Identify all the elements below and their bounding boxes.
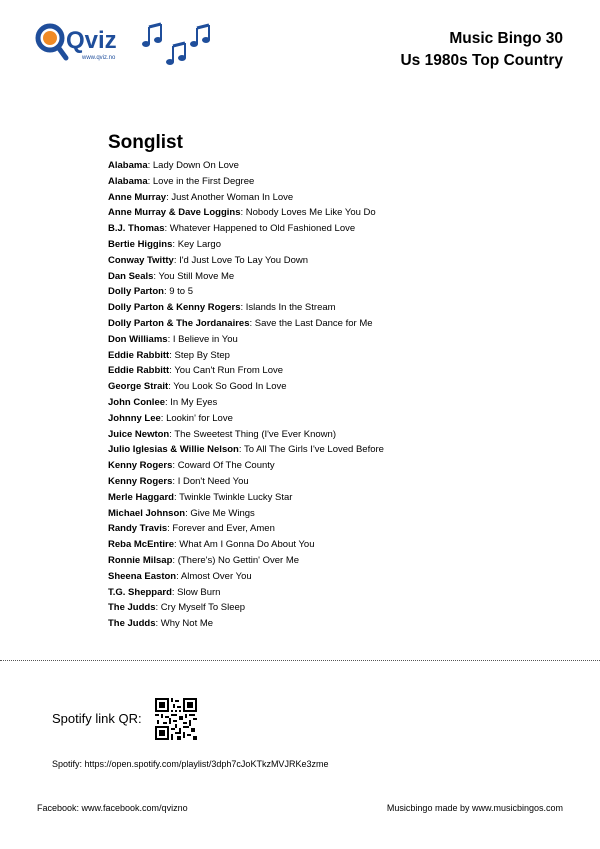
song-artist: Juice Newton [108, 428, 170, 440]
song-title: Islands In the Stream [245, 302, 336, 314]
song-artist: The Judds [108, 602, 156, 614]
song-item: The Judds: Why Not Me [108, 618, 214, 630]
song-artist: John Conlee [108, 396, 166, 408]
page-subtitle: Us 1980s Top Country [400, 52, 563, 69]
song-item: Bertie Higgins: Key Largo [108, 238, 221, 250]
song-artist: Kenny Rogers [108, 460, 173, 472]
song-artist: Bertie Higgins [108, 238, 173, 250]
song-item: Alabama: Love in the First Degree [108, 175, 255, 187]
song-title: You Look So Good In Love [173, 381, 287, 393]
page-title: Music Bingo 30 [449, 30, 563, 47]
songlist [108, 131, 578, 632]
song-artist: Eddie Rabbitt [108, 349, 170, 361]
song-title: What Am I Gonna Do About You [179, 539, 315, 551]
song-item: T.G. Sheppard: Slow Burn [108, 586, 221, 598]
songlist-heading: Songlist [108, 132, 183, 153]
song-title: (There's) No Gettin' Over Me [177, 554, 300, 566]
song-artist: Dolly Parton & Kenny Rogers [108, 302, 241, 314]
song-title: You Can't Run From Love [174, 365, 284, 377]
song-item: John Conlee: In My Eyes [108, 396, 218, 408]
song-artist: Johnny Lee [108, 412, 161, 424]
song-artist: T.G. Sheppard [108, 586, 172, 598]
song-artist: Dan Seals [108, 270, 154, 282]
song-artist: Sheena Easton [108, 570, 177, 582]
song-title: Cry Myself To Sleep [160, 602, 246, 614]
song-artist: Merle Haggard [108, 491, 174, 503]
footer-credit[interactable]: Musicbingo made by www.musicbingos.com [386, 803, 563, 813]
song-title: Just Another Woman In Love [171, 191, 294, 203]
song-title: I Don't Need You [177, 475, 249, 487]
song-artist: Alabama [108, 160, 148, 171]
song-artist: Anne Murray & Dave Loggins [108, 207, 241, 219]
spotify-qr-code[interactable] [155, 698, 197, 740]
logo-wordmark: Qviz [66, 27, 117, 54]
song-item: Eddie Rabbitt: You Can't Run From Love [108, 365, 284, 377]
song-item: Dolly Parton: 9 to 5 [108, 286, 194, 298]
song-artist: Don Williams [108, 333, 168, 345]
qr-label: Spotify link QR: [52, 711, 142, 726]
song-title: Love in the First Degree [152, 175, 255, 187]
song-artist: The Judds [108, 618, 156, 630]
song-title: Give Me Wings [190, 507, 255, 519]
song-item: Juice Newton: The Sweetest Thing (I've Ever Known) [108, 428, 336, 440]
song-artist: George Strait [108, 381, 169, 393]
song-item: Sheena Easton: Almost Over You [108, 570, 252, 582]
song-item: Anne Murray: Just Another Woman In Love [108, 191, 294, 203]
song-title: Step By Step [174, 349, 230, 361]
music-notes-icon [142, 24, 210, 65]
song-title: Save the Last Dance for Me [254, 317, 373, 329]
song-title: You Still Move Me [158, 270, 235, 282]
song-title: The Sweetest Thing (I've Ever Known) [174, 428, 336, 440]
song-item: George Strait: You Look So Good In Love [108, 381, 287, 393]
song-title: Slow Burn [177, 586, 221, 598]
song-item: Anne Murray & Dave Loggins: Nobody Loves Me Like You Do [108, 207, 376, 219]
song-item: Conway Twitty: I'd Just Love To Lay You Down [108, 254, 309, 266]
footer-facebook[interactable]: Facebook: www.facebook.com/qvizno [37, 803, 188, 813]
song-item: B.J. Thomas: Whatever Happened to Old Fashioned Love [108, 223, 356, 235]
song-title: To All The Girls I've Loved Before [243, 444, 384, 456]
song-item: Kenny Rogers: Coward Of The County [108, 460, 275, 472]
song-title: 9 to 5 [169, 286, 194, 298]
song-artist: Eddie Rabbitt [108, 365, 170, 377]
song-title: Twinkle Twinkle Lucky Star [179, 491, 293, 503]
song-title: Coward Of The County [177, 460, 275, 472]
song-artist: Dolly Parton [108, 286, 164, 298]
song-title: I'd Just Love To Lay You Down [179, 254, 309, 266]
song-artist: Kenny Rogers [108, 475, 173, 487]
song-artist: Dolly Parton & The Jordanaires [108, 317, 250, 329]
song-item: Kenny Rogers: I Don't Need You [108, 475, 249, 487]
song-item: Dolly Parton & The Jordanaires: Save the Last Dance for Me [108, 317, 373, 329]
song-item: Reba McEntire: What Am I Gonna Do About You [108, 539, 315, 551]
song-item: Julio Iglesias & Willie Nelson: To All The Girls I've Loved Before [108, 444, 384, 456]
qviz-logo [34, 20, 234, 70]
song-artist: Alabama [108, 175, 148, 187]
song-artist: Reba McEntire [108, 539, 174, 551]
logo-url: www.qviz.no [82, 55, 116, 61]
song-item: Randy Travis: Forever and Ever, Amen [108, 523, 275, 535]
song-item: Michael Johnson: Give Me Wings [108, 507, 255, 519]
song-item: Dan Seals: You Still Move Me [108, 270, 235, 282]
song-item: Eddie Rabbitt: Step By Step [108, 349, 230, 361]
song-artist: Michael Johnson [108, 507, 186, 519]
song-item: Alabama: Lady Down On Love [108, 160, 239, 171]
song-artist: Conway Twitty [108, 254, 174, 266]
song-title: Key Largo [177, 238, 221, 250]
song-artist: Ronnie Milsap [108, 554, 173, 566]
song-artist: B.J. Thomas [108, 223, 165, 235]
song-title: Nobody Loves Me Like You Do [245, 207, 376, 219]
song-list [108, 158, 578, 632]
song-item: Johnny Lee: Lookin' for Love [108, 412, 233, 424]
song-item: Merle Haggard: Twinkle Twinkle Lucky Star [108, 491, 293, 503]
song-title: In My Eyes [170, 396, 218, 408]
song-artist: Julio Iglesias & Willie Nelson [108, 444, 239, 456]
song-title: Lady Down On Love [152, 160, 239, 171]
header [400, 28, 563, 72]
song-item: The Judds: Cry Myself To Sleep [108, 602, 246, 614]
song-title: Almost Over You [180, 570, 252, 582]
spotify-link[interactable]: Spotify: https://open.spotify.com/playlist/3dph7cJoKTkzMVJRKe3zme [52, 759, 329, 769]
song-artist: Anne Murray [108, 191, 167, 203]
song-item: Ronnie Milsap: (There's) No Gettin' Over Me [108, 554, 300, 566]
song-title: Forever and Ever, Amen [172, 523, 275, 535]
song-title: Why Not Me [160, 618, 214, 630]
song-artist: Randy Travis [108, 523, 168, 535]
song-item: Dolly Parton & Kenny Rogers: Islands In the Stream [108, 302, 336, 314]
song-item: Don Williams: I Believe in You [108, 333, 238, 345]
song-title: Lookin' for Love [166, 412, 233, 424]
song-title: Whatever Happened to Old Fashioned Love [169, 223, 356, 235]
song-title: I Believe in You [172, 333, 238, 345]
dotted-divider [0, 660, 600, 661]
